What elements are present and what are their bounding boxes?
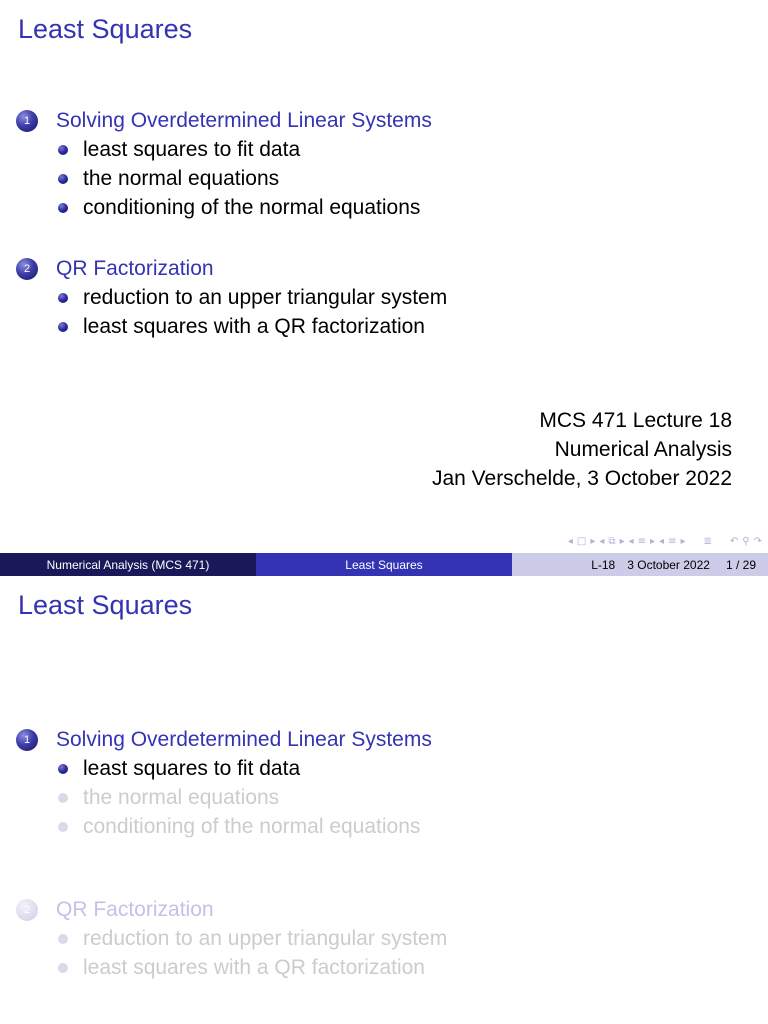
section-heading[interactable] (16, 725, 736, 754)
nav-left-arrow-icon[interactable]: ◂ (567, 536, 573, 547)
bullet-icon (58, 793, 68, 803)
subsection-item[interactable] (58, 312, 736, 341)
section-number-ball: 2 (16, 258, 38, 280)
section-heading[interactable] (16, 254, 736, 283)
bullet-icon (58, 934, 68, 944)
frame-icon[interactable]: □ (576, 536, 587, 547)
nav-right-arrow-icon[interactable]: ▸ (650, 536, 656, 547)
bullet-icon (58, 822, 68, 832)
outline-section-1[interactable] (16, 106, 736, 222)
nav-right-arrow-icon[interactable]: ▸ (590, 536, 596, 547)
footer-title: Least Squares (256, 553, 512, 576)
course-lecture: MCS 471 Lecture 18 (539, 409, 732, 432)
subsection-item[interactable] (58, 283, 736, 312)
course-name: Numerical Analysis (554, 438, 732, 461)
subsection-list (16, 283, 736, 341)
outline-section-2[interactable] (16, 895, 736, 982)
subsection-item[interactable] (58, 953, 736, 982)
section-icon[interactable]: ≡ (668, 536, 677, 547)
outline-section-1[interactable] (16, 725, 736, 841)
subsection-label: least squares with a QR factorization (83, 955, 425, 979)
subsection-item[interactable] (58, 783, 736, 812)
subsection-list (16, 754, 736, 841)
subsection-label: least squares to fit data (83, 137, 301, 161)
subsection-item-current[interactable] (58, 754, 736, 783)
section-heading[interactable] (16, 895, 736, 924)
subsection-item[interactable] (58, 164, 736, 193)
beamer-navigation-bar (568, 536, 762, 547)
section-number-ball: 2 (16, 899, 38, 921)
subsection-label: least squares with a QR factorization (83, 314, 425, 338)
section-title[interactable]: QR Factorization (56, 897, 214, 921)
nav-left-arrow-icon[interactable]: ◂ (599, 536, 605, 547)
subsection-item[interactable] (58, 193, 736, 222)
bullet-icon (58, 963, 68, 973)
bullet-icon (58, 203, 68, 213)
bullet-icon (58, 145, 68, 155)
slide-outline-highlight (0, 576, 768, 1024)
slide-footer (0, 553, 768, 576)
subsection-label: the normal equations (83, 785, 280, 809)
subsection-label: reduction to an upper triangular system (83, 926, 448, 950)
nav-right-arrow-icon[interactable]: ▸ (619, 536, 625, 547)
footer-lecture: L-18 (591, 557, 616, 572)
bullet-icon (58, 322, 68, 332)
subsection-item[interactable] (58, 812, 736, 841)
title-info-block (432, 406, 732, 493)
subsection-item[interactable] (58, 135, 736, 164)
subsection-label: least squares to fit data (83, 756, 301, 780)
subsection-icon[interactable]: ⧉ (608, 536, 616, 547)
nav-left-arrow-icon[interactable]: ◂ (659, 536, 665, 547)
nav-right-arrow-icon[interactable]: ▸ (680, 536, 686, 547)
nav-left-arrow-icon[interactable]: ◂ (628, 536, 634, 547)
back-icon[interactable]: ↶ (729, 536, 739, 547)
back-icon[interactable]: ↷ (753, 536, 762, 547)
footer-page-number: 1 / 29 (725, 557, 756, 572)
outline-section-2[interactable] (16, 254, 736, 341)
section-title[interactable]: QR Factorization (56, 256, 214, 280)
doc-icon[interactable]: ≣ (703, 536, 712, 547)
subsection-list (16, 924, 736, 982)
frame-title: Least Squares (18, 14, 193, 44)
section-icon[interactable]: ≡ (637, 536, 647, 547)
footer-info (512, 553, 768, 576)
bullet-icon (58, 293, 68, 303)
subsection-label: the normal equations (83, 166, 280, 190)
bullet-icon (58, 174, 68, 184)
subsection-label: reduction to an upper triangular system (83, 285, 448, 309)
bullet-icon (58, 764, 68, 774)
section-heading[interactable] (16, 106, 736, 135)
footer-course: Numerical Analysis (MCS 471) (0, 553, 256, 576)
frame-title: Least Squares (18, 590, 193, 620)
search-icon[interactable]: ⚲ (742, 536, 750, 547)
subsection-label: conditioning of the normal equations (83, 814, 421, 838)
footer-date: 3 October 2022 (627, 557, 710, 572)
subsection-item[interactable] (58, 924, 736, 953)
section-title[interactable]: Solving Overdetermined Linear Systems (56, 727, 432, 751)
subsection-list (16, 135, 736, 222)
section-title[interactable]: Solving Overdetermined Linear Systems (56, 108, 432, 132)
section-number-ball: 1 (16, 729, 38, 751)
author-date: Jan Verschelde, 3 October 2022 (431, 467, 732, 490)
subsection-label: conditioning of the normal equations (83, 195, 421, 219)
section-number-ball: 1 (16, 110, 38, 132)
